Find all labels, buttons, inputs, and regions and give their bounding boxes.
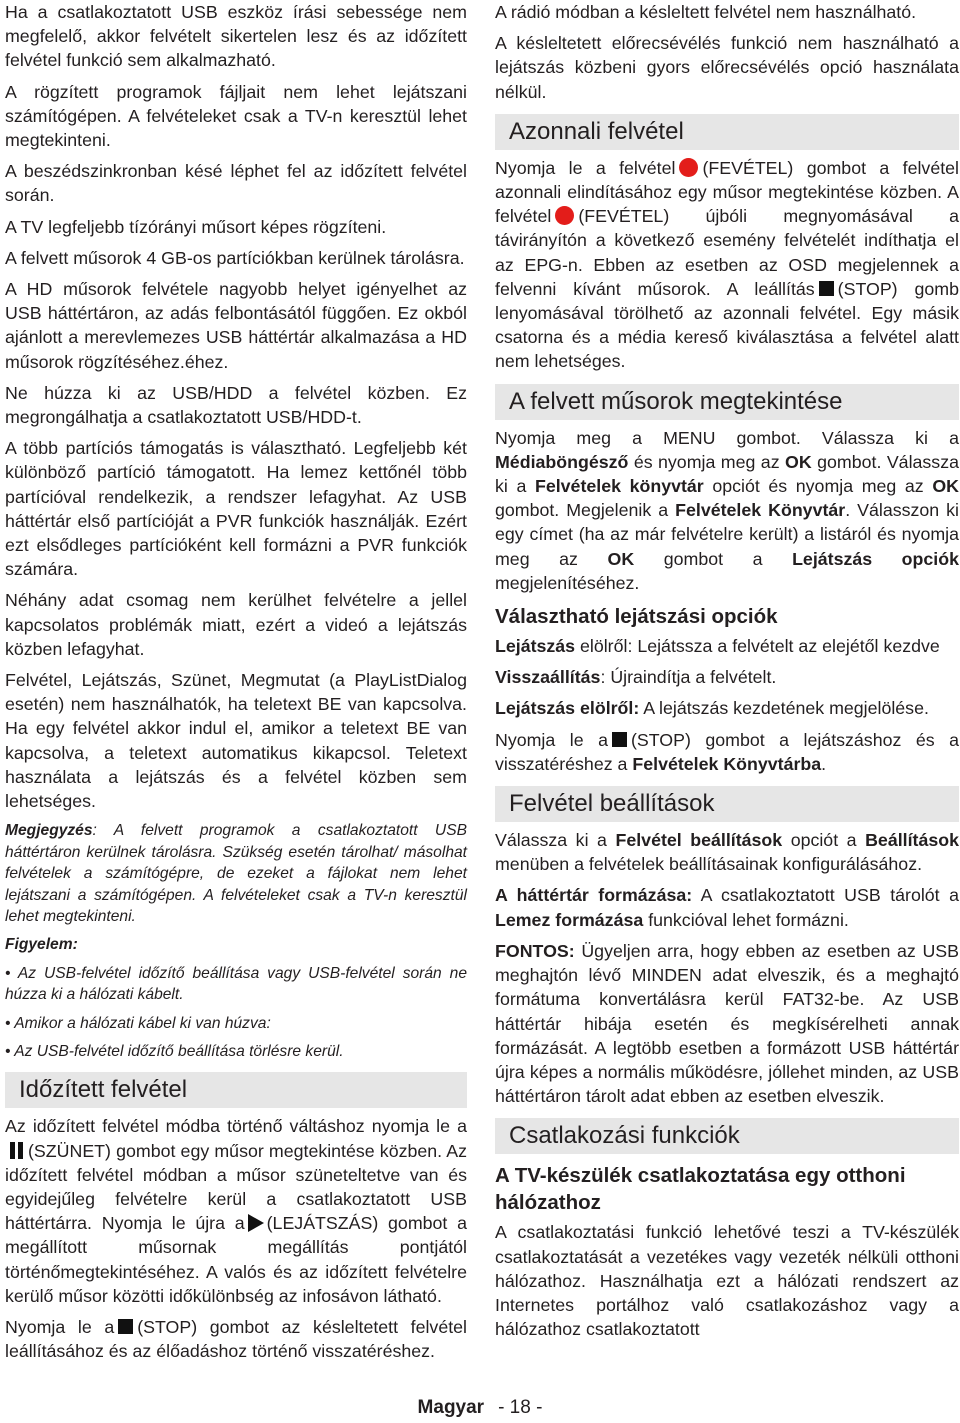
paragraph: [495, 696, 959, 720]
paragraph: A TV legfeljebb tízórányi műsort képes rögzíteni.: [5, 216, 387, 237]
text: (FEVÉTEL) újbóli megnyomásával a távirányítón a következő esemény felvételét indíthatja el az EPG-n. Ebben az esetben az OSD megjelennek a felvenni kívánt műsorok. A leállítás: [495, 206, 959, 299]
note: [5, 820, 467, 927]
bold-term: Lejátszás: [495, 636, 576, 657]
text: (SZÜNET) gombot egy műsor megtekintése közben. Az időzített felvétel módban a műsor szüneteltetve van és egyidejűleg felvételre kerül a csatlakoztatott USB háttértárra. Nyomja le újra a: [5, 1140, 467, 1234]
text: Nyomja le a: [495, 729, 608, 750]
text: (STOP) gomb lenyomásával törölhető az azonnali felvétel. Egy másik csatorna és a média kereső kiválasztása a felvétel alatt nem lehetséges.: [495, 278, 959, 372]
paragraph: [495, 665, 959, 689]
text: : Újraindítja a felvételt.: [600, 667, 777, 688]
section-heading-recording-settings: Felvétel beállítások: [495, 786, 959, 822]
paragraph: A rögzített programok fájljait nem lehet lejátszani számítógépen. A felvételeket csak a TV-n keresztül lehet megtekinteni.: [5, 81, 467, 151]
text: gombot. Válassza ki a: [495, 451, 959, 497]
bold-term: FONTOS:: [495, 940, 575, 961]
left-column: [5, 0, 467, 1363]
bullet-item: • Az USB-felvétel időzítő beállítása törlésre kerül.: [5, 1042, 344, 1060]
stop-icon: [118, 1319, 133, 1334]
text: Válassza ki a: [495, 830, 607, 851]
subheading-home-network: A TV-készülék csatlakoztatása egy otthoni hálózathoz: [495, 1164, 906, 1215]
bold-term: Felvételek Könyvtárba: [632, 753, 822, 774]
bold-term: Felvételek Könyvtár: [675, 500, 846, 521]
paragraph: Felvétel, Lejátszás, Szünet, Megmutat (a PlayListDialog esetén) nem használhatók, ha teletext BE van kapcsolva. Ha egy felvétel akkor indul el, amikor a teletext BE van kapcsolva, a teletext automatikus kikapcsol. Teletext használata a lejátszás és a felvétel közben sem lehetséges.: [5, 670, 467, 812]
text: Ügyeljen arra, hogy ebben az esetben az USB meghajtón lévő MINDEN adat elveszik, és a meghajtó formátuma konvertálásra kerül FAT32-be. Az USB háttértár hibája esetén és megkísérelheti annak formázását. A legtöbb esetben a formázott USB háttértár újra képes a normális működésre, jóllehet minden, az USB háttértáron tárolt adat ebben az esetben elveszik.: [495, 940, 959, 1107]
text: (LEJÁTSZÁS) gombot a megállított műsornak megállítás pontjától történőmegtekintéséhez. A valós és az időzített felvételre kerülő műsor közötti időkülönbség az infosávon látható.: [5, 1213, 467, 1306]
text: megjelenítéséhez.: [495, 572, 640, 593]
subheading-playback-options: Választható lejátszási opciók: [495, 605, 778, 629]
paragraph: Ha a csatlakoztatott USB eszköz írási sebessége nem megfelelő, akkor felvételt sikertelen lesz és az időzített felvétel funkció sem alkalmazható.: [5, 2, 467, 71]
warning-label-text: Figyelem:: [5, 936, 78, 954]
text: gombot a: [663, 548, 763, 569]
bold-term: Beállítások: [865, 830, 959, 851]
text: . Válasszon ki egy címet (ha az már felvételre került) a listáról és nyomja meg az: [495, 500, 959, 569]
bold-term: A háttértár formázása:: [495, 885, 693, 906]
text: és nyomja meg az: [633, 451, 780, 472]
play-icon: [248, 1214, 264, 1232]
paragraph: [495, 426, 959, 595]
stop-icon: [612, 732, 627, 747]
section-heading-connectivity: Csatlakozási funkciók: [495, 1118, 959, 1154]
warning-label: [5, 934, 467, 955]
bold-term: Felvétel beállítások: [615, 830, 783, 851]
bullet-item: • Az USB-felvétel időzítő beállítása vagy USB-felvétel során ne húzza ki a hálózati kábelt.: [5, 964, 467, 1004]
text: elölről: Lejátssza a felvételt az elejétől kezdve: [575, 636, 940, 657]
text: (STOP) gombot a lejátszáshoz és a visszatéréshez a: [495, 729, 959, 774]
text: A csatlakoztatott USB tárolót a: [692, 885, 959, 906]
text: opciót a: [790, 830, 857, 851]
text: Nyomja meg a MENU gombot. Válassza ki a: [495, 427, 959, 448]
paragraph: A beszédszinkronban késé léphet fel az időzített felvétel során.: [5, 161, 467, 206]
paragraph: [495, 634, 959, 658]
bold-term: Visszaállítás: [495, 667, 601, 688]
text: (FEVÉTEL) gombot a felvétel azonnali elindításához egy műsor megtekintése közben. A felvétel: [495, 157, 959, 227]
section-heading-instant-recording: Azonnali felvétel: [495, 114, 959, 150]
section-heading-timed-recording: Időzített felvétel: [5, 1072, 467, 1108]
note-label: Megjegyzés: [5, 822, 93, 840]
paragraph: [495, 828, 959, 876]
paragraph: [5, 1114, 467, 1308]
paragraph: A késleltetett előrecsévélés funkció nem használható a lejátszás közbeni gyors előrecsévélés opció használata nélkül.: [495, 33, 959, 102]
paragraph: [495, 156, 959, 374]
right-column: [495, 0, 959, 1341]
paragraph: Ne húzza ki az USB/HDD a felvétel közben. Ez megrongálhatja a csatlakoztatott USB/HDD-t.: [5, 382, 467, 428]
text: Az időzített felvétel módba történő váltáshoz nyomja le a: [5, 1116, 467, 1137]
bold-term: OK: [932, 476, 959, 497]
bold-term: Médiaböngésző: [495, 451, 629, 472]
note-text: : A felvett programok a csatlakoztatott USB háttértáron kerülnek tárolásra. Szükség esetén tárolhat/ másolhat felvételek a számítógépre, de ezeket a fájlokat nem lehet lejátszani a számítógépen. A felvételeket csak a TV-n keresztül lehet megtekinteni.: [5, 822, 467, 925]
pause-icon: [9, 1142, 24, 1159]
paragraph: Nyomja le a (STOP) gombot a lejátszáshoz és a visszatéréshez a Felvételek Könyvtárba.: [495, 729, 959, 774]
page-footer: [0, 1396, 960, 1420]
text: Nyomja le a felvétel: [495, 157, 676, 178]
bold-term: Lejátszás opciók: [792, 548, 959, 569]
text: menüben a felvételek beállításainak konfigurálásához.: [495, 854, 923, 875]
section-heading-watch-recordings: A felvett műsorok megtekintése: [495, 384, 959, 420]
bold-term: Felvételek könyvtár: [534, 476, 704, 497]
bullet-item: • Amikor a hálózati kábel ki van húzva:: [5, 1014, 271, 1032]
text: A lejátszás kezdetének megjelölése.: [639, 698, 929, 719]
record-icon: [555, 206, 574, 225]
paragraph: Néhány adat csomag nem kerülhet felvételre a jellel kapcsolatos problémák miatt, ezért a videó a lejátszás közben lefagyhat.: [5, 590, 467, 659]
bold-term: OK: [785, 451, 812, 472]
text: gombot. Megjelenik a: [495, 500, 669, 521]
bold-term: OK: [607, 548, 635, 569]
paragraph: [5, 1315, 467, 1363]
text: (STOP) gombot az késleltetett felvétel leállításához és az élőadáshoz történő visszatéréshez.: [5, 1316, 467, 1362]
text: funkcióval lehet formázni.: [648, 909, 849, 930]
text: opciót és nyomja meg az: [712, 476, 924, 497]
page-number: - 18 -: [498, 1397, 543, 1418]
record-icon: [679, 158, 698, 177]
paragraph: [495, 939, 959, 1108]
paragraph: A rádió módban a késleltett felvétel nem használható.: [495, 2, 917, 22]
paragraph: A felvett műsorok 4 GB-os partíciókban kerülnek tárolásra.: [5, 247, 465, 268]
bold-term: Lejátszás elölről:: [495, 698, 640, 719]
text: Nyomja le a: [5, 1316, 115, 1337]
bold-term: Lemez formázása: [495, 909, 644, 930]
paragraph: A HD műsorok felvétele nagyobb helyet igényelhet az USB háttértáron, az adás felbontásától függően. Ez okból ajánlott a merevlemezes USB háttértár alkalmazása a HD műsorok rögzítéséhez.éhez.: [5, 279, 467, 372]
footer-language: Magyar: [417, 1397, 485, 1418]
paragraph: A csatlakoztatási funkció lehetővé teszi a TV-készülék csatlakoztatását a vezetékes vagy vezeték nélküli otthoni hálózathoz. Használhatja ezt a hálózati rendszert az Internetes portálhoz való csatlakozáshoz vagy a hálózathoz csatlakoztatott: [495, 1222, 959, 1340]
paragraph: [495, 883, 959, 931]
stop-icon: [819, 281, 834, 296]
paragraph: A több partíciós támogatás is választható. Legfeljebb két különböző partíció támogatott. Ha lemez kettőnél több partícióval rendelkezik, a rendszer lefagyhat. Az USB háttértár első partícióját a PVR funkciók használják. Ezért ezt elsődleges partícióként kell formázni a PVR funkciók számára.: [5, 438, 467, 580]
